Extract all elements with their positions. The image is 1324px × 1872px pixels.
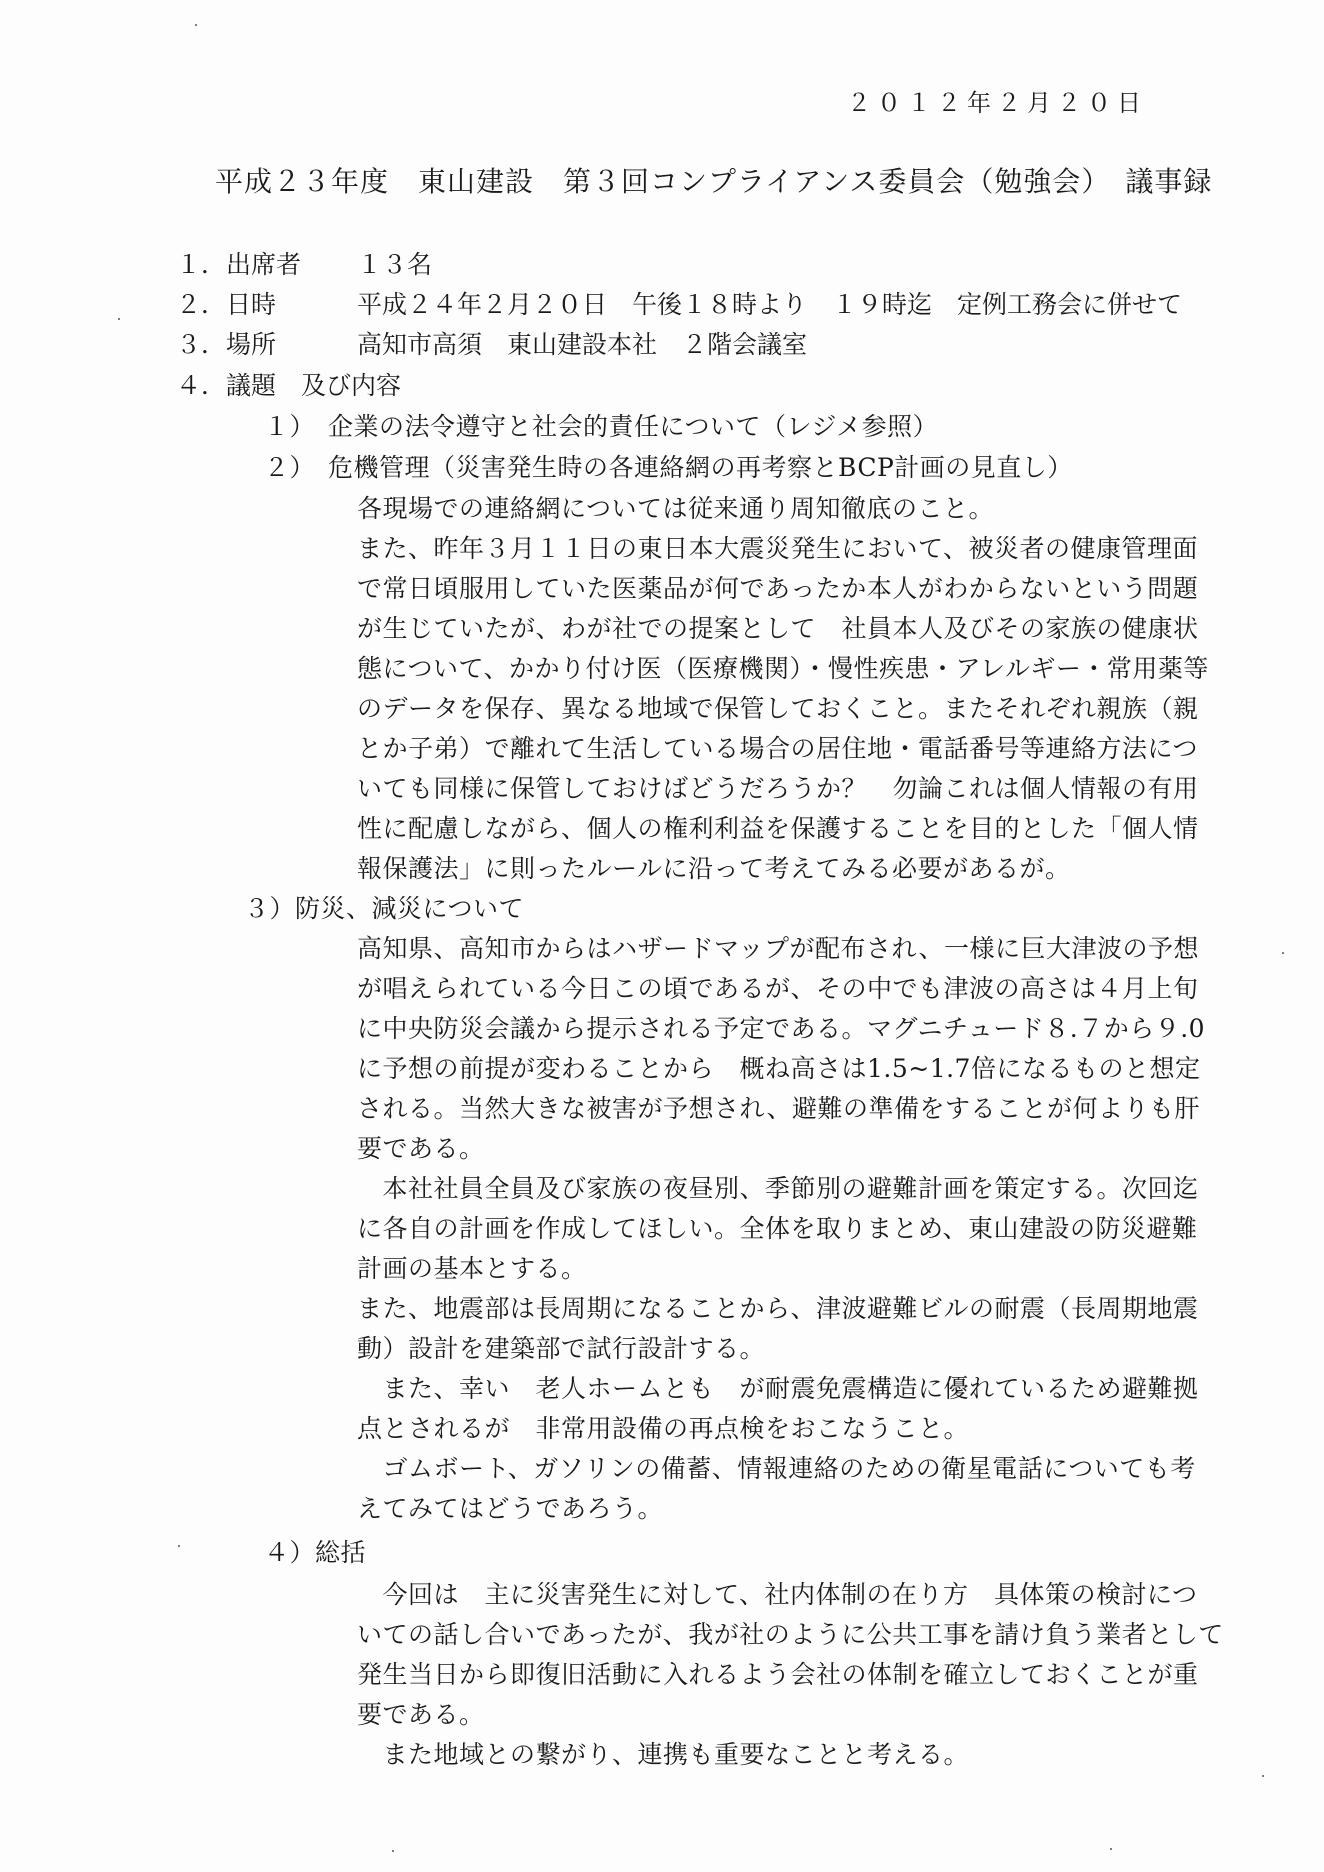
section-4-line: 今回は 主に災害発生に対して、社内体制の在り方 具体策の検討につ [357,1580,1198,1609]
section-4-heading: ４）総括 [264,1538,367,1567]
section-2-line: また、昨年３月１１日の東日本大震災発生において、被災者の健康管理面 [357,534,1199,563]
section-2-line: のデータを保存、異なる地域で保管しておくこと。またそれぞれ親族（親 [357,694,1199,723]
section-2-line: とか子弟）で離れて生活している場合の居住地・電話番号等連絡方法につ [357,734,1199,763]
section-3-line: される。当然大きな被害が予想され、避難の準備をすることが何よりも肝 [357,1094,1201,1123]
document-date: ２０１２年２月２０日 [847,89,1147,117]
section-3-line: えてみてはどうであろう。 [357,1494,664,1523]
section-3-line: 要である。 [357,1134,485,1163]
scan-speck [118,318,120,320]
section-3-line: また、地震部は長周期になることから、津波避難ビルの耐震（長周期地震 [357,1294,1199,1323]
section-3-line: に予想の前提が変わることから 概ね高さは1.5~1.7倍になるものと想定 [357,1054,1201,1083]
section-3-heading: ３）防災、減災について [244,894,525,923]
section-3-line: が唱えられている今日この頃であるが、その中でも津波の高さは４月上旬 [357,974,1199,1003]
scan-speck [1110,1848,1112,1850]
document-title: 平成２３年度 東山建設 第３回コンプライアンス委員会（勉強会） 議事録 [215,165,1213,198]
section-3-line: 動）設計を建築部で試行設計する。 [357,1334,766,1363]
section-4-line: また地域との繋がり、連携も重要なことと考える。 [357,1740,970,1769]
scan-speck [195,24,197,26]
section-3-line: 高知県、高知市からはハザードマップが配布され、一様に巨大津波の予想 [357,934,1200,963]
scan-speck [1262,1775,1264,1777]
section-4-line: 要である。 [357,1700,485,1729]
scan-speck [178,1545,180,1547]
scan-speck [1282,952,1284,954]
section-2-line: が生じていたが、わが社での提案として 社員本人及びその家族の健康状 [357,614,1199,643]
attendees-label: １．出席者 [176,250,302,279]
section-3-line: また、幸い 老人ホームとも が耐震免震構造に優れているため避難拠 [357,1374,1199,1403]
scan-speck [392,1850,394,1852]
section-2-line: 各現場での連絡網については従来通り周知徹底のこと。 [357,494,995,523]
datetime-label: ２．日時 [176,290,277,319]
agenda-label: ４．議題 及び内容 [176,371,402,400]
section-3-line: 計画の基本とする。 [357,1254,587,1283]
section-2-line: 報保護法」に則ったルールに沿って考えてみる必要があるが。 [357,854,1071,883]
datetime-value: 平成２４年２月２０日 午後１８時より １９時迄 定例工務会に併せて [357,290,1183,319]
section-3-line: に中央防災会議から提示される予定である。マグニチュード８.７から９.0 [357,1014,1206,1043]
section-2-line: 性に配慮しながら、個人の権利利益を保護することを目的とした「個人情 [357,814,1199,843]
section-3-line: 点とされるが 非常用設備の再点検をおこなうこと。 [357,1414,970,1443]
section-4-line: いての話し合いであったが、我が社のように公共工事を請け負う業者として [357,1620,1224,1649]
place-value: 高知市高須 東山建設本社 ２階会議室 [357,330,808,359]
section-4-line: 発生当日から即復旧活動に入れるよう会社の体制を確立しておくことが重 [357,1660,1199,1689]
place-label: ３．場所 [176,330,277,359]
section-2-heading: ２） 危機管理（災害発生時の各連絡網の再考察とBCP計画の見直し） [264,453,1073,482]
section-2-line: で常日頃服用していた医薬品が何であったか本人がわからないという問題 [357,574,1199,603]
section-3-line: ゴムボート、ガソリンの備蓄、情報連絡のための衛星電話についても考 [357,1454,1196,1483]
section-1-heading: １） 企業の法令遵守と社会的責任について（レジメ参照） [264,412,939,441]
section-3-line: に各自の計画を作成してほしい。全体を取りまとめ、東山建設の防災避難 [357,1214,1198,1243]
attendees-value: １３名 [357,250,433,279]
section-2-line: 態について、かかり付け医（医療機関）・慢性疾患・アレルギー・常用薬等 [357,654,1209,683]
section-3-line: 本社社員全員及び家族の夜昼別、季節別の避難計画を策定する。次回迄 [357,1174,1199,1203]
section-2-line: いても同様に保管しておけばどうだろうか？ 勿論これは個人情報の有用 [357,774,1199,803]
